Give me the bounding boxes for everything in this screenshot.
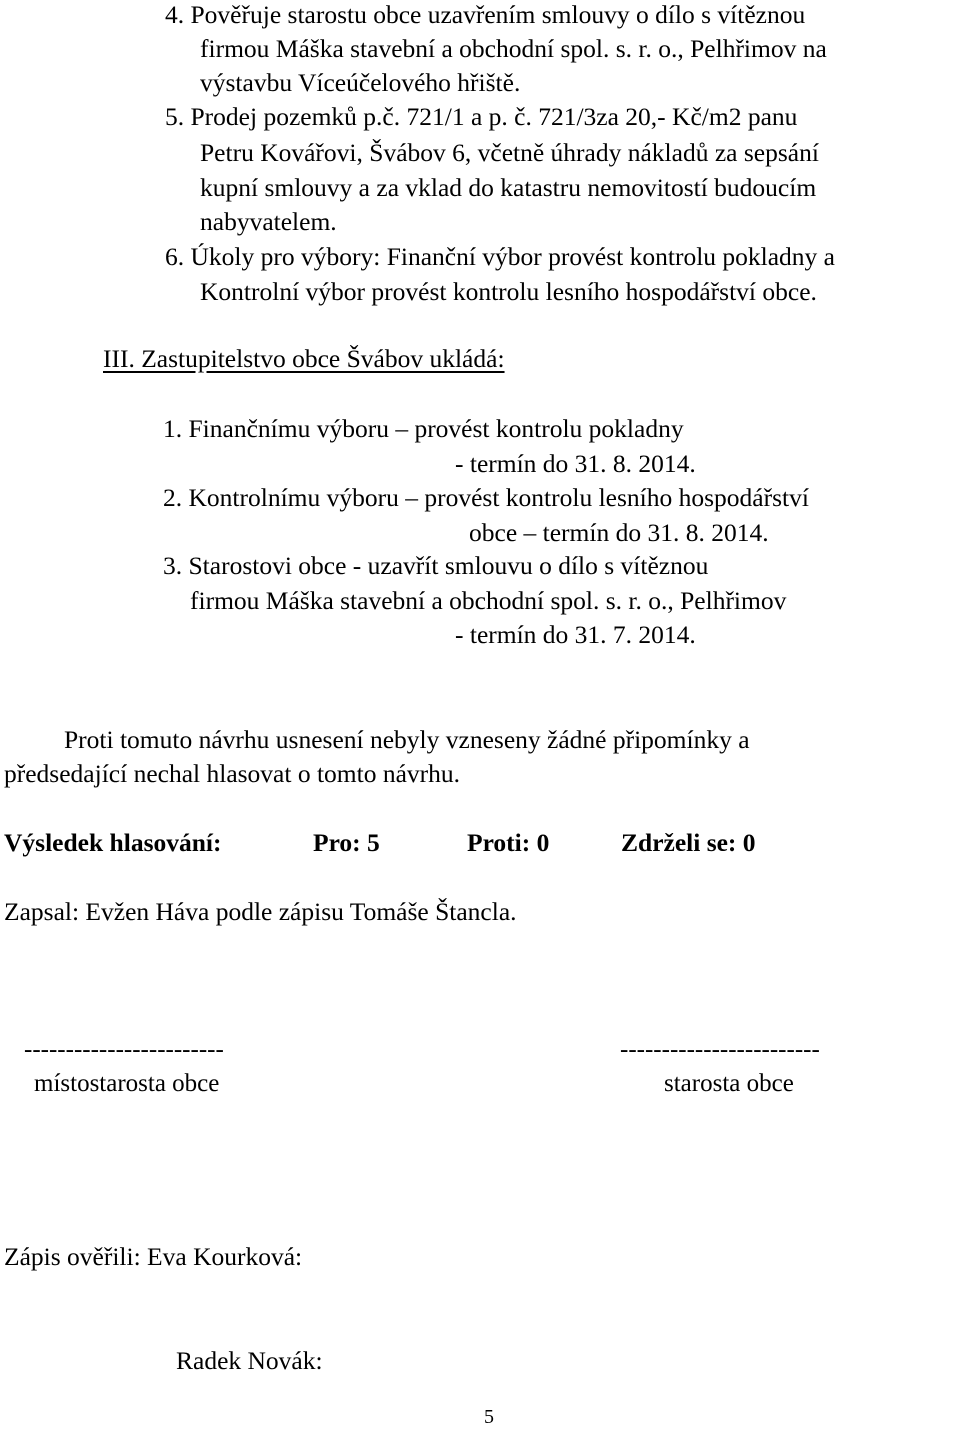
task2-line1: 2. Kontrolnímu výboru – provést kontrolu lesního hospodářství xyxy=(163,483,809,512)
recorded-by: Zapsal: Evžen Háva podle zápisu Tomáše Štancla. xyxy=(4,897,517,926)
page-number: 5 xyxy=(484,1406,494,1428)
task1-deadline: - termín do 31. 8. 2014. xyxy=(455,449,696,478)
task2-deadline: obce – termín do 31. 8. 2014. xyxy=(469,518,769,547)
item5-line3: kupní smlouvy a za vklad do katastru nemovitostí budoucím xyxy=(200,173,817,202)
comment-line2: předsedající nechal hlasovat o tomto návrhu. xyxy=(4,759,461,788)
item5-line4: nabyvatelem. xyxy=(200,207,337,236)
task3-deadline: - termín do 31. 7. 2014. xyxy=(455,620,696,649)
section3-heading: III. Zastupitelstvo obce Švábov ukládá: xyxy=(103,344,505,373)
vote-zdrzeli: Zdrželi se: 0 xyxy=(621,828,756,857)
signature-line-left: ------------------------ xyxy=(24,1036,224,1063)
item5-line1: 5. Prodej pozemků p.č. 721/1 a p. č. 721/3za 20,- Kč/m2 panu xyxy=(165,102,798,131)
item6-line2: Kontrolní výbor provést kontrolu lesního hospodářství obce. xyxy=(200,277,817,306)
vote-pro: Pro: 5 xyxy=(313,828,380,857)
item4-line1: 4. Pověřuje starostu obce uzavřením smlouvy o dílo s vítěznou xyxy=(165,0,806,29)
vote-label: Výsledek hlasování: xyxy=(4,828,222,857)
signature-line-right: ------------------------ xyxy=(620,1036,820,1063)
item6-line1: 6. Úkoly pro výbory: Finanční výbor provést kontrolu pokladny a xyxy=(165,242,835,271)
signature-label-left: místostarosta obce xyxy=(34,1070,220,1097)
signature-label-right: starosta obce xyxy=(664,1070,794,1097)
verified-by-second: Radek Novák: xyxy=(176,1346,323,1375)
item4-line3: výstavbu Víceúčelového hřiště. xyxy=(200,68,521,97)
item5-line2: Petru Kovářovi, Švábov 6, včetně úhrady nákladů za sepsání xyxy=(200,138,819,167)
item4-line2: firmou Máška stavební a obchodní spol. s. r. o., Pelhřimov na xyxy=(200,34,827,63)
task3-line2: firmou Máška stavební a obchodní spol. s. r. o., Pelhřimov xyxy=(190,586,787,615)
vote-proti: Proti: 0 xyxy=(467,828,550,857)
task3-line1: 3. Starostovi obce - uzavřít smlouvu o dílo s vítěznou xyxy=(163,551,709,580)
task1-line1: 1. Finančnímu výboru – provést kontrolu pokladny xyxy=(163,414,684,443)
comment-line1: Proti tomuto návrhu usnesení nebyly vzneseny žádné připomínky a xyxy=(64,725,750,754)
verified-by: Zápis ověřili: Eva Kourková: xyxy=(4,1242,303,1271)
